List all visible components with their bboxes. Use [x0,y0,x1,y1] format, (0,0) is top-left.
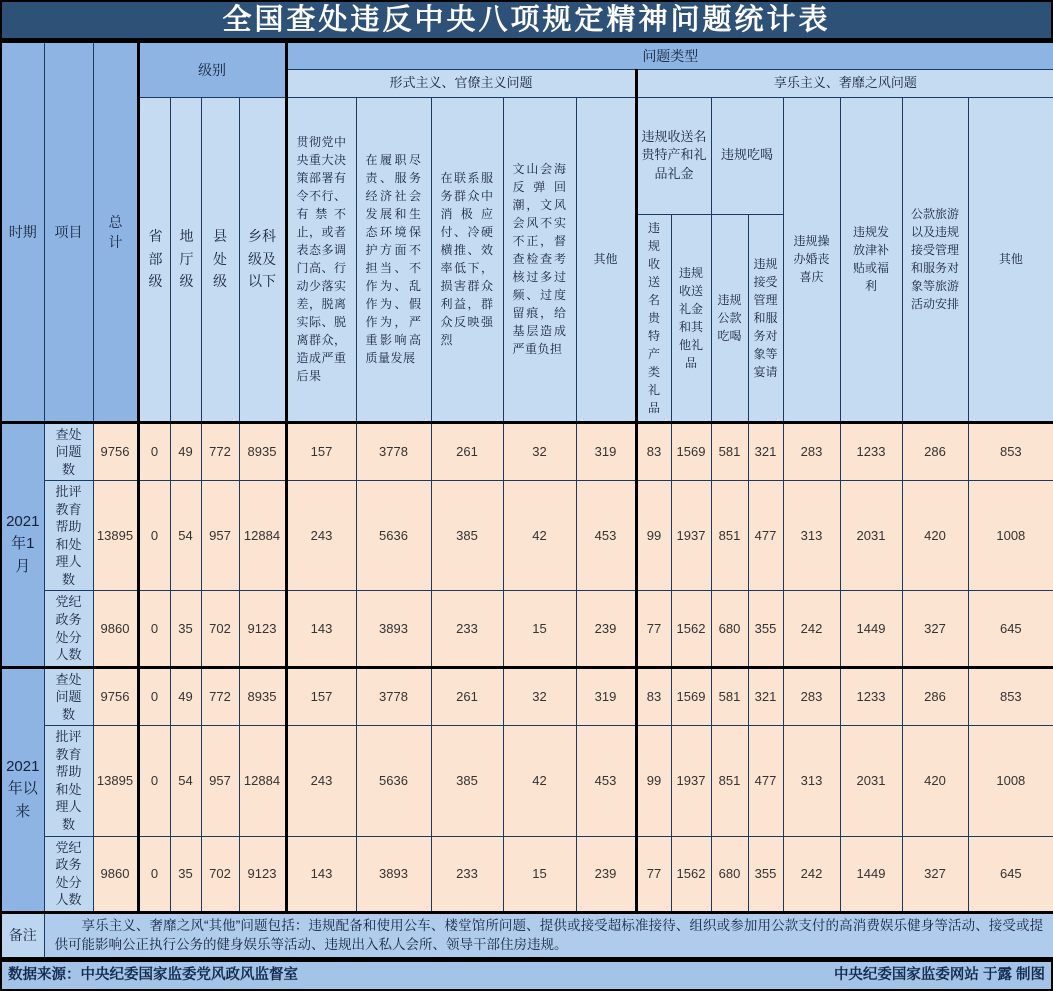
col-header-travel: 公款旅游以及违规接受管理和服务对象等旅游活动安排 [902,97,968,422]
value-cell: 286 [902,667,968,726]
value-cell: 0 [138,422,170,481]
value-cell: 581 [711,667,748,726]
col-header-wedding: 违规操办婚丧喜庆 [783,97,840,422]
value-cell: 1562 [671,591,711,667]
value-cell: 957 [201,726,239,836]
value-cell: 772 [201,667,239,726]
value-cell: 1937 [671,726,711,836]
col-group-level: 级别 [138,42,286,97]
value-cell: 233 [431,591,503,667]
value-cell: 2031 [840,726,902,836]
col-header-formalism-2: 在履职尽责、服务经济社会发展和生态环境保护方面不担当、不作为、乱作为、假作为，严重影响高质量发展 [356,97,431,422]
value-cell: 0 [138,591,170,667]
value-cell: 77 [636,836,671,912]
col-group-problem-type: 问题类型 [286,42,1053,69]
remark-label: 备注 [1,912,44,958]
value-cell: 9123 [239,836,286,912]
col-group-gifts: 违规收送名贵特产和礼品礼金 [636,97,711,214]
col-group-hedonism: 享乐主义、奢靡之风问题 [636,69,1053,97]
value-cell: 12884 [239,726,286,836]
value-cell: 327 [902,591,968,667]
value-cell: 0 [138,667,170,726]
value-cell: 283 [783,422,840,481]
credit: 中央纪委国家监委网站 于露 制图 [833,966,1045,983]
value-cell: 1569 [671,667,711,726]
value-cell: 32 [503,422,576,481]
value-cell: 453 [576,726,636,836]
value-cell: 313 [783,726,840,836]
value-cell: 9756 [93,422,138,481]
value-cell: 1449 [840,591,902,667]
value-cell: 54 [170,481,201,591]
value-cell: 3778 [356,422,431,481]
value-cell: 243 [286,726,356,836]
value-cell: 1008 [968,726,1053,836]
value-cell: 15 [503,591,576,667]
value-cell: 319 [576,667,636,726]
value-cell: 702 [201,591,239,667]
col-group-formalism: 形式主义、官僚主义问题 [286,69,636,97]
value-cell: 157 [286,667,356,726]
value-cell: 385 [431,726,503,836]
value-cell: 286 [902,422,968,481]
value-cell: 645 [968,591,1053,667]
col-header-dining-public: 违规公款吃喝 [711,214,748,422]
col-header-gift-money: 违规收送礼金和其他礼品 [671,214,711,422]
value-cell: 8935 [239,422,286,481]
value-cell: 680 [711,836,748,912]
value-cell: 42 [503,726,576,836]
col-header-total: 总计 [93,42,138,422]
col-header-allowance: 违规发放津补贴或福利 [840,97,902,422]
value-cell: 239 [576,591,636,667]
col-header-formalism-3: 在联系服务群众中消极应付、冷硬横推、效率低下，损害群众利益，群众反映强烈 [431,97,503,422]
value-cell: 49 [170,667,201,726]
value-cell: 83 [636,422,671,481]
value-cell: 5636 [356,481,431,591]
col-header-level-county: 县处级 [201,97,239,422]
row-label: 批评教育帮助和处理人数 [44,726,93,836]
page-title: 全国查处违反中央八项规定精神问题统计表 [0,0,1053,41]
col-header-item: 项目 [44,42,93,422]
value-cell: 581 [711,422,748,481]
value-cell: 283 [783,667,840,726]
value-cell: 83 [636,667,671,726]
row-label: 党纪政务处分人数 [44,836,93,912]
value-cell: 35 [170,836,201,912]
row-label: 查处问题数 [44,422,93,481]
value-cell: 9123 [239,591,286,667]
col-header-dining-banquet: 违规接受管理和服务对象等宴请 [748,214,783,422]
value-cell: 853 [968,667,1053,726]
value-cell: 2031 [840,481,902,591]
value-cell: 385 [431,481,503,591]
value-cell: 321 [748,422,783,481]
value-cell: 319 [576,422,636,481]
value-cell: 702 [201,836,239,912]
value-cell: 243 [286,481,356,591]
col-header-formalism-1: 贯彻党中央重大决策部署有令不行、有禁不止，或者表态多调门高、行动少落实差，脱离实际、脱离群众，造成严重后果 [286,97,356,422]
value-cell: 957 [201,481,239,591]
value-cell: 242 [783,836,840,912]
value-cell: 313 [783,481,840,591]
value-cell: 420 [902,481,968,591]
col-header-gift-specialty: 违规收送名贵特产类礼品 [636,214,671,422]
value-cell: 12884 [239,481,286,591]
col-header-formalism-4: 文山会海反弹回潮，文风会风不实不正，督查检查考核过多过频、过度留痕，给基层造成严重负担 [503,97,576,422]
value-cell: 35 [170,591,201,667]
row-label: 批评教育帮助和处理人数 [44,481,93,591]
value-cell: 143 [286,591,356,667]
value-cell: 242 [783,591,840,667]
value-cell: 355 [748,836,783,912]
value-cell: 157 [286,422,356,481]
stats-table [0,41,1053,959]
value-cell: 1233 [840,422,902,481]
col-header-level-prefecture: 地厅级 [170,97,201,422]
value-cell: 0 [138,726,170,836]
value-cell: 9756 [93,667,138,726]
col-header-hedonism-other: 其他 [968,97,1053,422]
value-cell: 3893 [356,591,431,667]
value-cell: 453 [576,481,636,591]
value-cell: 9860 [93,591,138,667]
row-label: 查处问题数 [44,667,93,726]
value-cell: 5636 [356,726,431,836]
value-cell: 680 [711,591,748,667]
value-cell: 261 [431,667,503,726]
value-cell: 42 [503,481,576,591]
value-cell: 321 [748,667,783,726]
row-label: 党纪政务处分人数 [44,591,93,667]
value-cell: 233 [431,836,503,912]
value-cell: 3778 [356,667,431,726]
value-cell: 851 [711,726,748,836]
data-source: 数据来源：中央纪委国家监委党风政风监督室 [8,966,298,983]
value-cell: 420 [902,726,968,836]
value-cell: 32 [503,667,576,726]
value-cell: 0 [138,836,170,912]
value-cell: 261 [431,422,503,481]
col-header-level-province: 省部级 [138,97,170,422]
period-label: 2021年以来 [1,667,44,912]
value-cell: 327 [902,836,968,912]
remark-text: 享乐主义、奢靡之风“其他”问题包括：违规配备和使用公车、楼堂馆所问题、提供或接受超标准接待、组织或参加用公款支付的高消费娱乐健身等活动、接受或提供可能影响公正执行公务的健身娱乐等活动、违规出入私人会所、领导干部住房违规。 [44,912,1053,958]
value-cell: 49 [170,422,201,481]
value-cell: 645 [968,836,1053,912]
value-cell: 9860 [93,836,138,912]
value-cell: 853 [968,422,1053,481]
value-cell: 851 [711,481,748,591]
value-cell: 477 [748,481,783,591]
value-cell: 1937 [671,481,711,591]
value-cell: 0 [138,481,170,591]
value-cell: 99 [636,726,671,836]
col-header-period: 时期 [1,42,44,422]
value-cell: 355 [748,591,783,667]
value-cell: 1562 [671,836,711,912]
period-label: 2021年1月 [1,422,44,667]
footer [0,959,1053,991]
value-cell: 477 [748,726,783,836]
value-cell: 8935 [239,667,286,726]
value-cell: 15 [503,836,576,912]
value-cell: 13895 [93,726,138,836]
value-cell: 3893 [356,836,431,912]
value-cell: 1449 [840,836,902,912]
value-cell: 239 [576,836,636,912]
col-header-level-township: 乡科级及以下 [239,97,286,422]
value-cell: 772 [201,422,239,481]
value-cell: 54 [170,726,201,836]
value-cell: 143 [286,836,356,912]
value-cell: 13895 [93,481,138,591]
value-cell: 1008 [968,481,1053,591]
value-cell: 1233 [840,667,902,726]
col-group-dining: 违规吃喝 [711,97,783,214]
value-cell: 1569 [671,422,711,481]
value-cell: 99 [636,481,671,591]
value-cell: 77 [636,591,671,667]
col-header-formalism-other: 其他 [576,97,636,422]
